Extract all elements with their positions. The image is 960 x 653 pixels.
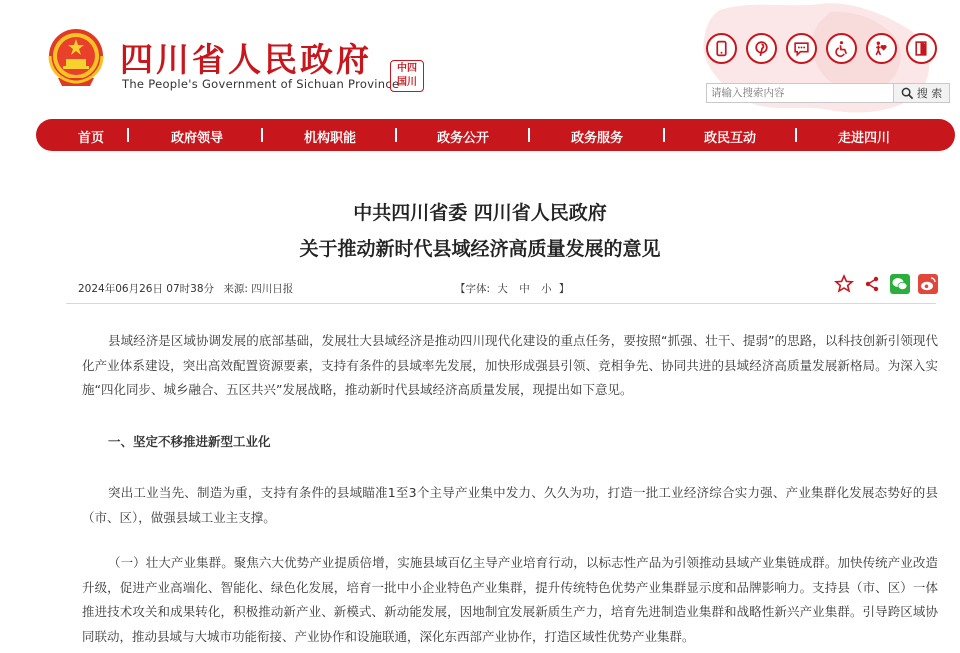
site-subtitle: The People's Government of Sichuan Province <box>122 77 400 91</box>
font-size-label: 【字体: <box>455 283 491 295</box>
chat-icon[interactable] <box>786 33 817 64</box>
search-button[interactable] <box>893 84 949 102</box>
nav-item-interaction[interactable]: 政民互动 <box>704 131 757 146</box>
wechat-icon[interactable] <box>890 274 910 294</box>
font-size-label-close: 】 <box>558 283 570 295</box>
site-title[interactable]: 四川省人民政府 <box>120 40 372 79</box>
pinterest-icon[interactable] <box>746 33 777 64</box>
nav-separator <box>528 128 530 142</box>
font-size-medium[interactable]: 中 <box>519 283 530 295</box>
accessibility-icon[interactable] <box>826 33 857 64</box>
publish-date: 2024年06月26日 07时38分 <box>78 283 215 295</box>
article-paragraph-2: 突出工业当先、制造为重，支持有条件的县域瞄准1至3个主导产业集中发力、久久为功，打造一批工业经济综合实力强、产业集群化发展态势好的县（市、区），做强县域工业主支撑。 <box>82 485 938 525</box>
share-icon[interactable] <box>862 274 882 294</box>
nav-item-about-sichuan[interactable]: 走进四川 <box>838 131 891 146</box>
nav-separator <box>795 128 797 142</box>
article-meta <box>78 281 299 296</box>
mobile-icon[interactable] <box>706 33 737 64</box>
meta-divider <box>66 303 936 304</box>
nav-item-gov-affairs-open[interactable]: 政务公开 <box>437 131 490 146</box>
nav-item-leaders[interactable]: 政府领导 <box>171 131 224 146</box>
nav-separator <box>663 128 665 142</box>
search-input[interactable] <box>707 84 893 102</box>
article-paragraph-1: 县域经济是区域协调发展的底部基础，发展壮大县域经济是推动四川现代化建设的重点任务，要按照“抓强、壮干、提弱”的思路，以科技创新引领现代化产业体系建设，突出高效配置资源要素，支持有条件的县域率先发展，加快形成强县引领、竞相争先、协同共进的县域经济高质量发展新格局。为深入实施“四化同步、城乡融合、五区共兴”发展战略，推动新时代县域经济高质量发展，现提出如下意见。 <box>82 333 938 397</box>
article-paragraph-3: （一）壮大产业集群。聚焦六大优势产业提质倍增，实施县域百亿主导产业培育行动，以标志性产品为引领推动县域产业集链成群。加快传统产业改造升级，促进产业高端化、智能化、绿色化发展，培育一批中小企业特色产业集群，提升传统特色优势产业集群显示度和品牌影响力。支持县（市、区）一体推进技术攻关和成果转化，积极推动新产业、新模式、新动能发展，因地制宜发展新质生产力，培育先进制造业集群和战略性新兴产业集群。引导跨区域协同联动，推动县域与大城市功能衔接、产业协作和设施联通，深化东西部产业协作，打造区域性优势产业集群。 <box>82 555 938 644</box>
nav-separator <box>261 128 263 142</box>
nav-item-institutions[interactable]: 机构职能 <box>304 131 357 146</box>
search-icon <box>901 87 914 100</box>
weibo-icon[interactable] <box>918 274 938 294</box>
article-title-line1: 中共四川省委 四川省人民政府 <box>353 202 607 224</box>
site-header <box>0 0 960 118</box>
nav-item-home[interactable]: 首页 <box>78 131 105 146</box>
font-size-large[interactable]: 大 <box>497 283 508 295</box>
national-emblem-icon[interactable] <box>44 26 108 92</box>
font-size-selector <box>455 281 569 296</box>
section-heading-1: 一、坚定不移推进新型工业化 <box>108 434 271 449</box>
article-source: 来源: 四川日报 <box>223 283 294 295</box>
exit-door-icon[interactable] <box>906 33 937 64</box>
nav-separator <box>395 128 397 142</box>
elderly-care-icon[interactable] <box>866 33 897 64</box>
favorite-star-icon[interactable] <box>834 274 854 294</box>
top-icon-bar <box>706 33 937 64</box>
search-bar <box>706 83 950 103</box>
nav-separator <box>127 128 129 142</box>
font-size-small[interactable]: 小 <box>541 283 552 295</box>
main-nav <box>36 119 955 151</box>
sichuan-seal-logo: 中四 国川 <box>390 60 424 92</box>
nav-item-gov-services[interactable]: 政务服务 <box>571 131 624 146</box>
share-bar <box>834 274 938 294</box>
article-title-line2: 关于推动新时代县域经济高质量发展的意见 <box>299 238 661 260</box>
search-button-label: 搜 索 <box>916 87 943 100</box>
